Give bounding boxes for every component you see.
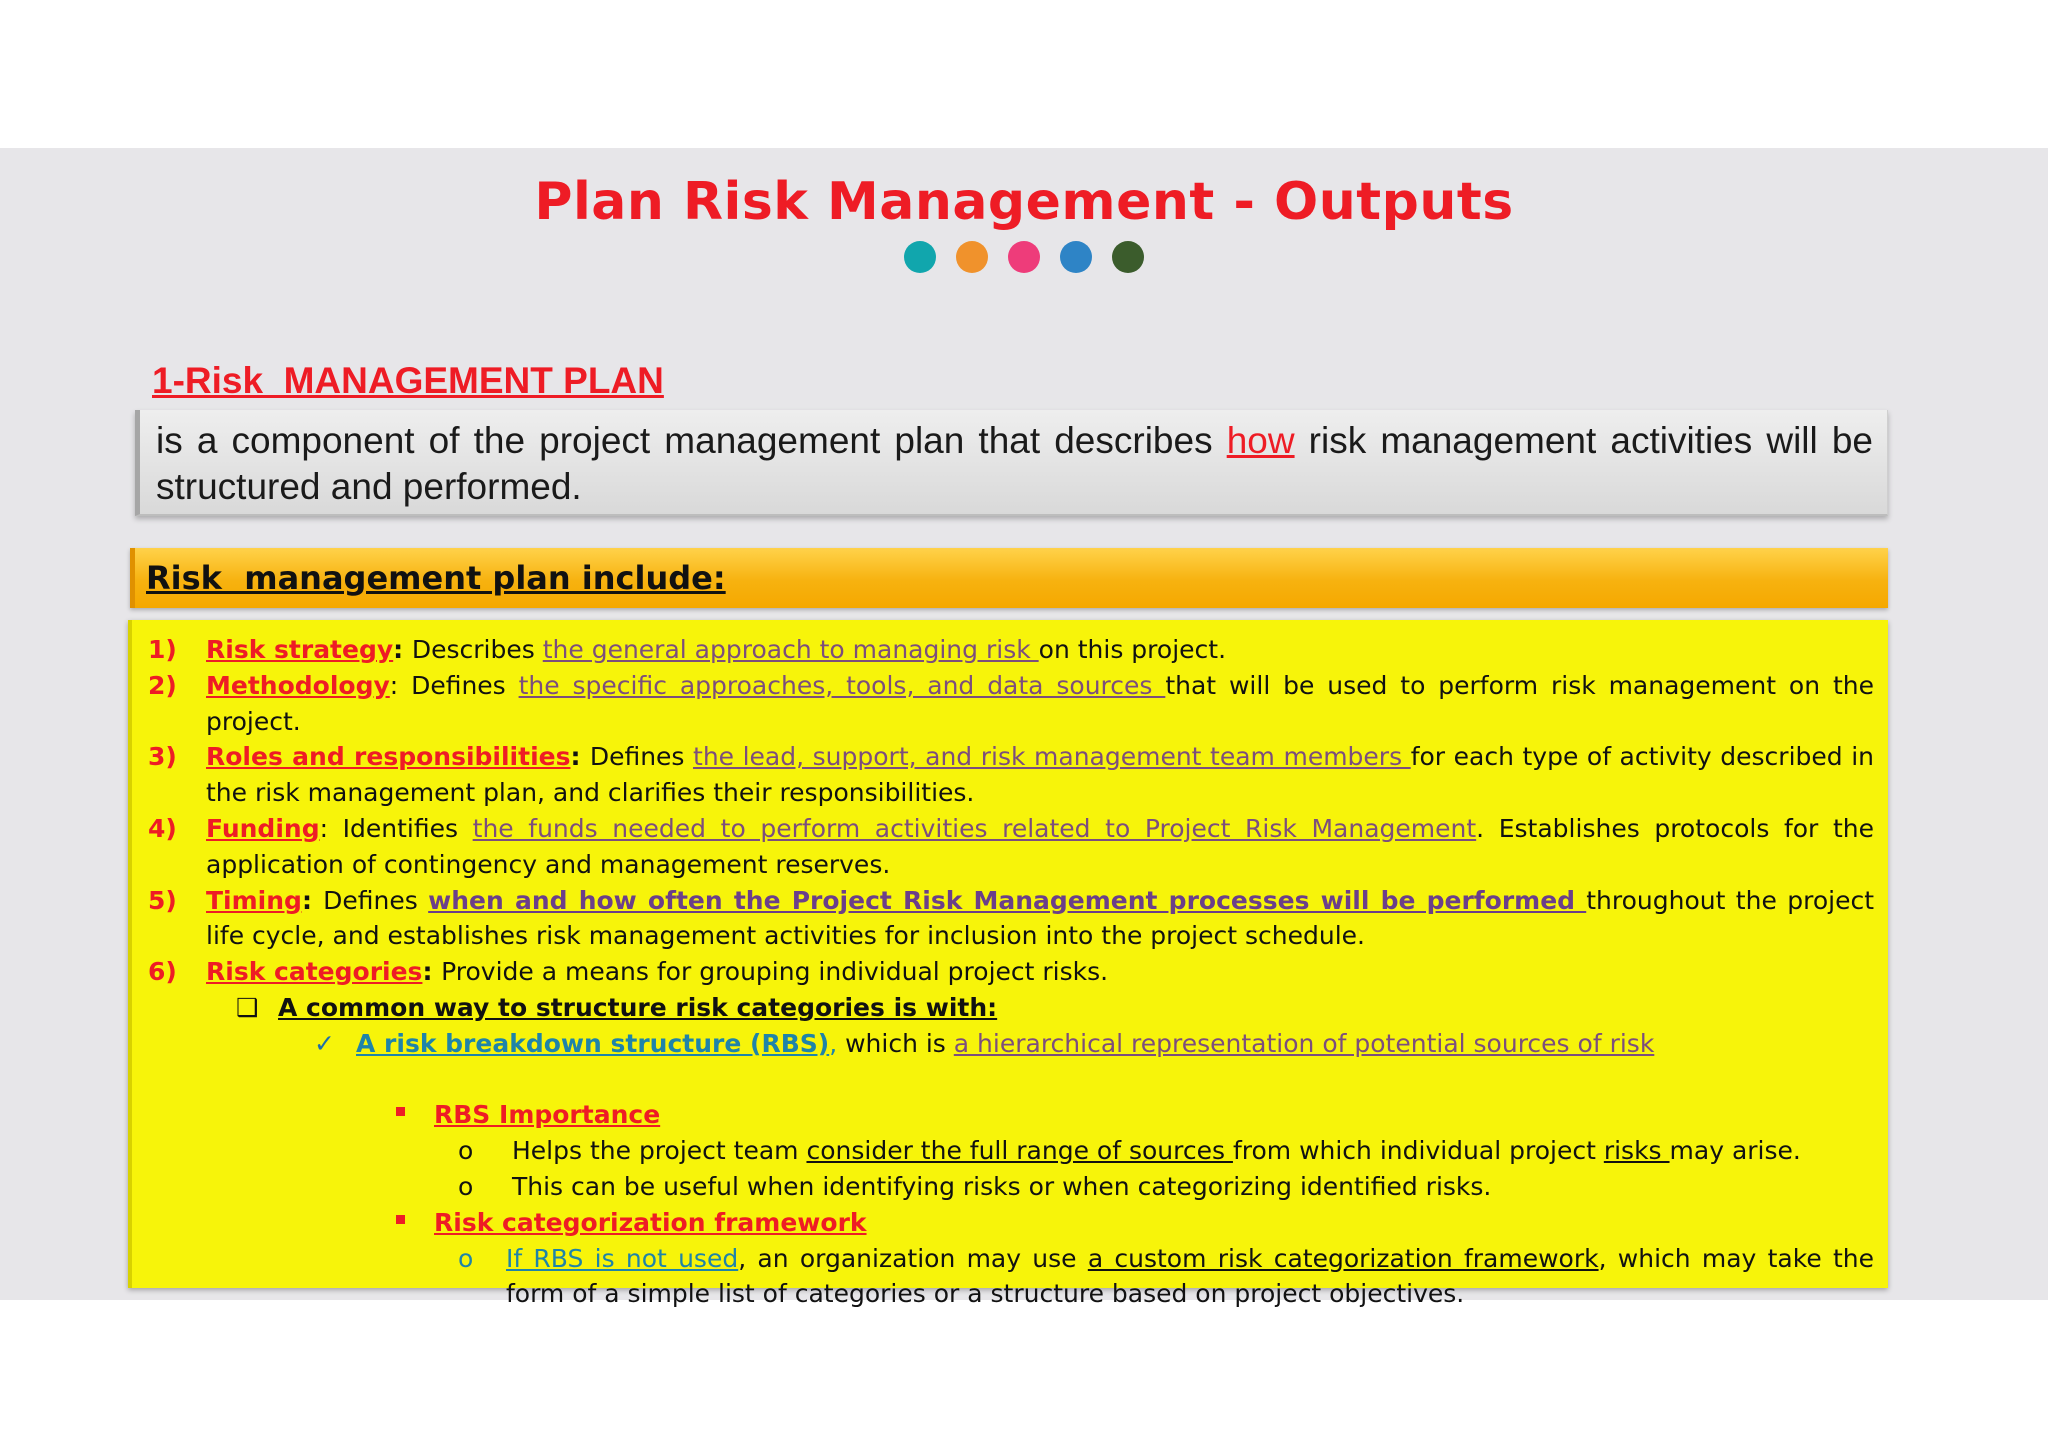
item-link: the specific approaches, tools, and data sources <box>518 670 1166 700</box>
point1-post: may arise. <box>1669 1136 1801 1166</box>
item-post: for each type of activity described in the risk management plan, and clarifies their responsibilities. <box>206 742 1874 808</box>
dot-4 <box>1060 241 1092 273</box>
list-item <box>132 668 1888 740</box>
list-item <box>132 883 1888 955</box>
rbs-row <box>314 1026 1888 1062</box>
item-sep: : <box>389 670 412 700</box>
framework-row <box>434 1205 1888 1241</box>
rbs-point-2 <box>458 1169 1874 1205</box>
item-sep: : <box>570 742 590 772</box>
spacer <box>132 1062 1888 1098</box>
item-link: the funds needed to perform activities related to Project Risk Management <box>472 813 1477 843</box>
point1-underlined: consider the full range of sources <box>806 1136 1233 1166</box>
point1-underlined-2: risks <box>1603 1136 1670 1166</box>
item-label: Funding <box>206 813 320 843</box>
item-pre: Defines <box>589 742 694 772</box>
item-pre: Identifies <box>342 813 473 843</box>
item-label: Timing <box>206 885 302 915</box>
slide-title: Plan Risk Management - Outputs <box>534 172 1514 232</box>
item-label: Methodology <box>206 670 390 700</box>
framework-pre: , an organization may use <box>738 1243 1088 1273</box>
item-sep: : <box>319 813 343 843</box>
list-item <box>132 811 1888 883</box>
item-post: on this project. <box>1038 635 1227 664</box>
item-pre: Defines <box>323 885 429 915</box>
item-number: 4) <box>148 813 177 843</box>
rbs-link: a hierarchical representation of potential sources of risk <box>953 1028 1655 1058</box>
item-number: 5) <box>148 885 177 915</box>
content-box <box>128 620 1888 1309</box>
dot-3 <box>1008 241 1040 273</box>
point1-mid: from which individual project <box>1232 1136 1604 1166</box>
framework-link: If RBS is not used <box>506 1243 739 1273</box>
item-number: 6) <box>148 957 177 987</box>
item-sep: : <box>301 885 324 915</box>
item-number: 3) <box>148 742 177 772</box>
item-post: that will be used to perform risk management on the project. <box>206 670 1874 736</box>
framework-point <box>458 1241 1874 1313</box>
item-link: the general approach to managing risk <box>542 635 1039 664</box>
dot-1 <box>904 241 936 273</box>
rbs-mid: which is <box>837 1028 954 1058</box>
item-sep: : <box>422 957 442 987</box>
item-pre: Describes <box>411 635 543 664</box>
checkbox-bullet-icon: ❑ <box>236 992 259 1022</box>
dot-5 <box>1112 241 1144 273</box>
list-item <box>132 739 1888 811</box>
rbs-point-1 <box>458 1133 1874 1169</box>
item-pre: Defines <box>411 670 519 700</box>
circle-bullet-icon: o <box>458 1171 474 1201</box>
definition-part1: is a component of the project management plan that describes <box>156 420 1227 461</box>
item-number: 2) <box>148 670 177 700</box>
section-heading: 1-Risk MANAGEMENT PLAN <box>152 360 664 401</box>
square-bullet-icon <box>396 1107 405 1116</box>
definition-part2: risk management activities will be structured and performed. <box>156 420 1873 507</box>
checkmark-icon: ✓ <box>314 1028 335 1058</box>
point2-text: This can be useful when identifying risks or when categorizing identified risks. <box>512 1171 1492 1201</box>
point1-pre: Helps the project team <box>512 1136 807 1166</box>
square-bullet-icon <box>396 1215 405 1224</box>
framework-title: Risk categorization framework <box>434 1207 867 1237</box>
circle-bullet-icon: o <box>458 1243 474 1273</box>
structure-heading-row <box>236 990 1888 1026</box>
framework-underlined: a custom risk categorization framework <box>1087 1243 1599 1273</box>
item-link: the lead, support, and risk management team members <box>693 742 1411 772</box>
definition-how: how <box>1226 420 1295 461</box>
include-banner <box>130 548 1888 608</box>
list-item <box>132 954 1888 990</box>
banner-title: Risk management plan include: <box>146 559 726 597</box>
item-post: . Establishes protocols for the application of contingency and management reserves. <box>206 813 1874 879</box>
definition-box <box>135 410 1888 516</box>
item-pre: Provide a means for grouping individual project risks. <box>441 957 1109 987</box>
item-label: Roles and responsibilities <box>206 742 571 772</box>
structure-heading: A common way to structure risk categories is with: <box>278 992 998 1022</box>
decorative-dots <box>0 241 2048 273</box>
framework-post: , which may take the form of a simple list of categories or a structure based on project objectives. <box>506 1243 1874 1309</box>
circle-bullet-icon: o <box>458 1136 474 1166</box>
item-label: Risk categories <box>206 957 423 987</box>
item-number: 1) <box>148 635 177 664</box>
item-post: throughout the project life cycle, and establishes risk management activities for inclusion into the project schedule. <box>206 885 1874 951</box>
rbs-importance-row <box>434 1097 1888 1133</box>
item-link: when and how often the Project Risk Management processes will be performed <box>428 885 1587 915</box>
list-item <box>132 632 1888 668</box>
rbs-sep: , <box>829 1028 838 1058</box>
rbs-label: A risk breakdown structure (RBS) <box>356 1028 830 1058</box>
rbs-importance-title: RBS Importance <box>434 1100 661 1130</box>
item-label: Risk strategy <box>206 635 394 664</box>
item-sep: : <box>393 635 412 664</box>
dot-2 <box>956 241 988 273</box>
item-list <box>132 632 1888 1312</box>
